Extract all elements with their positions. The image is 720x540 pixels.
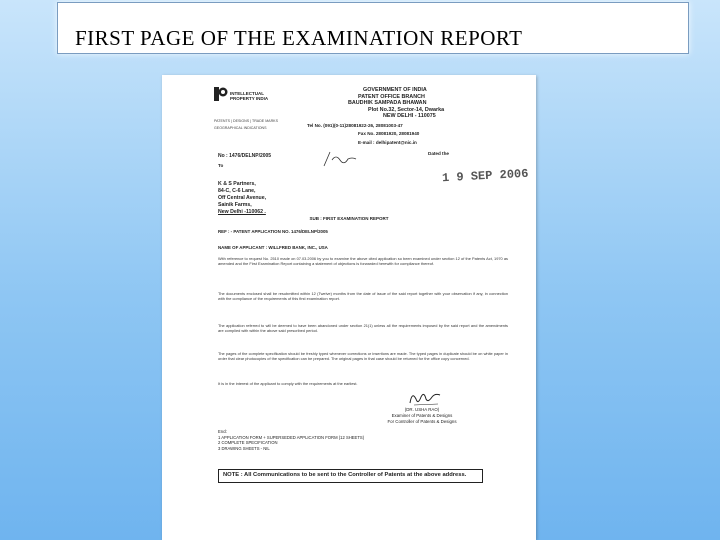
subject-line: SUB : FIRST EXAMINATION REPORT: [309, 216, 389, 221]
reference-number: No : 1476/DELNP/2005: [218, 153, 272, 159]
addressee-line3: Off Central Avenue,: [218, 195, 267, 201]
slide-title: FIRST PAGE OF THE EXAMINATION REPORT: [75, 26, 523, 50]
handwritten-signature-icon: [408, 389, 442, 407]
paragraph-5: It is in the interest of the applicant to comply with the requirements at the earliest.: [218, 381, 358, 386]
addressee-line5: New Delhi -110062 .: [218, 209, 266, 215]
header-left-line2: GEOGRAPHICAL INDICATIONS: [214, 126, 267, 130]
applicant-line: NAME OF APPLICANT : WILLFRED BANK, INC., USA: [218, 245, 328, 250]
office-address: [338, 87, 444, 120]
enclosures-label: Encl:: [218, 429, 228, 434]
slide-title-box: [57, 2, 689, 54]
ip-india-logo-icon: [214, 87, 228, 101]
to-label: To: [218, 163, 224, 168]
addressee-line1: K & S Partners,: [218, 181, 256, 187]
office-tel: Tel No. (091)(0-11)28081922-26, 28081003-47: [307, 123, 403, 128]
note-box: NOTE : All Communications to be sent to the Controller of Patents at the above address.: [218, 469, 483, 483]
office-line1: GOVERNMENT OF INDIA: [363, 87, 427, 93]
office-email: E-mail : delhipatent@nic.in: [358, 140, 417, 145]
application-ref-line: REF : - PATENT APPLICATION NO. 1476/DELNP/2005: [218, 229, 328, 234]
signatory-title1: Examiner of Patents & Designs: [391, 413, 453, 418]
examination-report-page: [162, 75, 536, 540]
office-line2: PATENT OFFICE BRANCH: [358, 93, 425, 100]
office-line3: BAUDHIK SAMPADA BHAWAN: [348, 100, 427, 107]
office-line5: NEW DELHI - 110075: [383, 113, 436, 120]
header-left-line1: PATENTS | DESIGNS | TRADE MARKS: [214, 119, 278, 123]
paragraph-3: The application referred to will be deemed to have been abandoned under section 21(1) unless all the requirements imposed by the said report and the amendments are complied with within the above said prescribed period.: [218, 323, 508, 334]
paragraph-2: The documents enclosed shall be resubmitted within 12 (Twelve) months from the date of issue of the said report together with your observation if any, in connection with the compliance of the requirements of this first examination report.: [218, 291, 508, 302]
office-fax: Fax No. 28081920, 28081940: [358, 131, 420, 136]
logo-text: [230, 91, 268, 101]
paragraph-4: The pages of the complete specification should be freshly typed whenever corrections or insertions are made. The typed pages in duplicate should be on white paper in order that clear photocopies of the specification can be prepared. The original pages in that case should be returned for the office copy concerned.: [218, 351, 508, 362]
logo-line1: INTELLECTUAL: [230, 91, 264, 96]
office-line4: Plot No.32, Sector-14, Dwarka: [368, 106, 445, 113]
enclosure-item-1: 1 APPLICATION FORM + SUPERSEDED APPLICATION FORM (12 SHEETS): [218, 434, 365, 440]
logo-line2: PROPERTY INDIA: [230, 96, 269, 101]
addressee-line4: Sainik Farms,: [218, 202, 252, 208]
initials-scribble-icon: [322, 150, 358, 168]
signatory-block: [362, 407, 482, 425]
addressee-line2: 84-C, C-6 Lane,: [218, 188, 256, 194]
date-stamp: 1 9 SEP 2006: [441, 166, 529, 186]
enclosure-item-3: 3 DRAWING SHEETS - NIL: [218, 445, 270, 451]
enclosures-list: [218, 429, 364, 451]
enclosure-item-2: 2 COMPLETE SPECIFICATION: [218, 440, 278, 446]
signatory-title2: For Controller of Patents & Designs: [387, 419, 457, 424]
addressee-block: [218, 181, 266, 216]
paragraph-1: With reference to request No. 2510 made on 07.03.2006 by you to examine the above cited application so been examined under section 12 of the Patents Act, 1970 as amended and the First Examination Report containing a statement of objections is forwarded herewith for compliance thereof.: [218, 256, 508, 267]
signatory-name: (DR. USHA RAO): [404, 407, 440, 412]
dated-label: Dated the: [428, 151, 449, 156]
